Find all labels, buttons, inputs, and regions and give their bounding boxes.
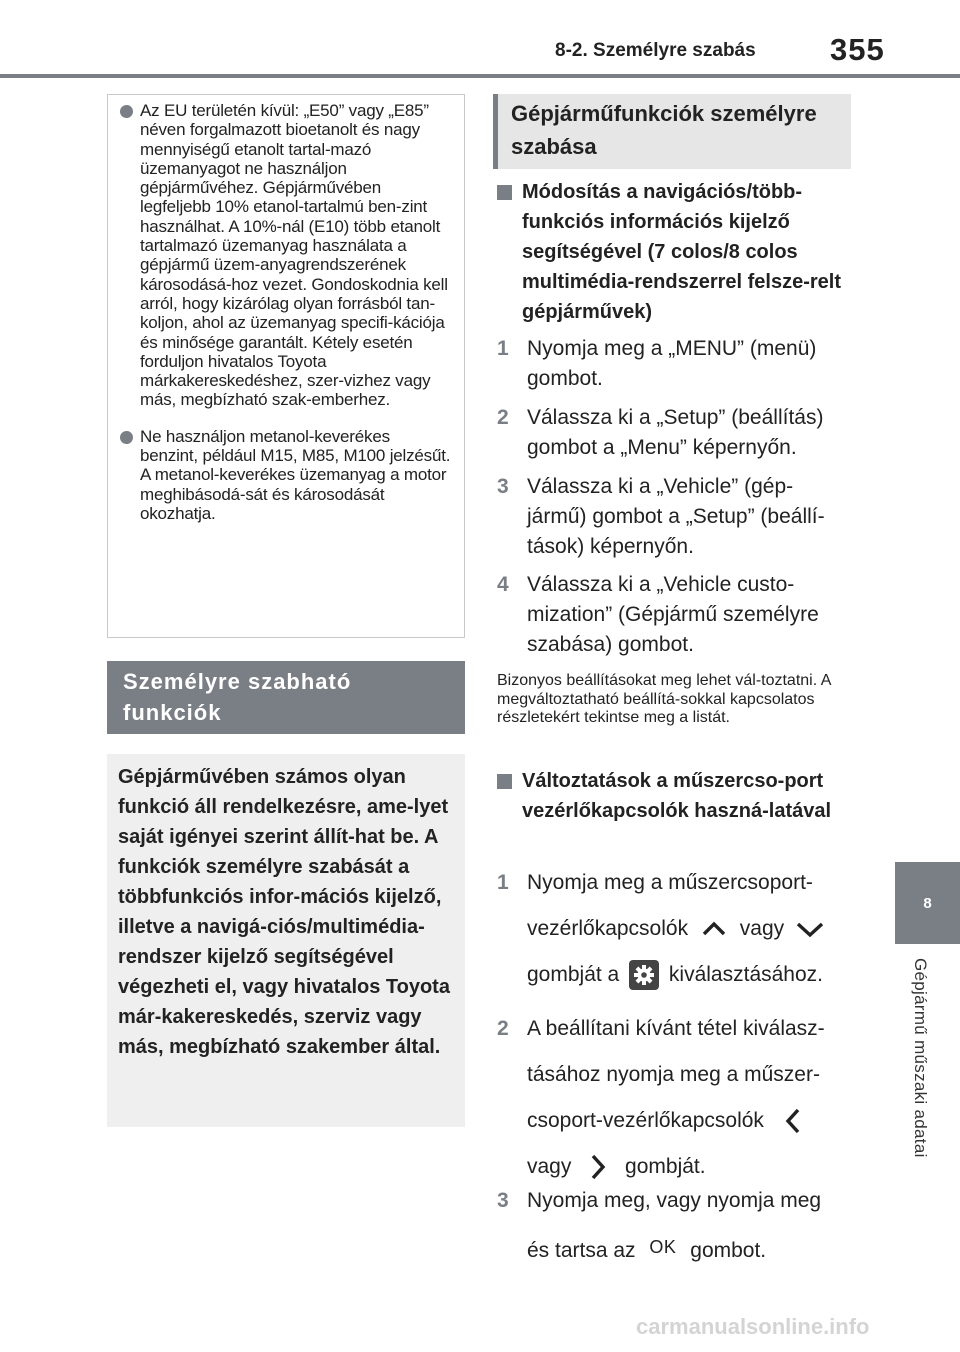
ok-button-glyph: OK bbox=[649, 1237, 677, 1257]
customizable-features-heading: Személyre szabható funkciók bbox=[107, 661, 465, 734]
subsection-heading-display: Módosítás a navigációs/több-funkciós információs kijelző segítségével (7 colos/8 colos multimédia-rendszerrel felsze-relt gépjárművek) bbox=[497, 177, 852, 327]
chevron-up-icon bbox=[694, 917, 734, 941]
chapter-tab[interactable] bbox=[895, 862, 960, 944]
chapter-title-vertical bbox=[900, 958, 940, 1218]
caution-item: Az EU területén kívül: „E50” vagy „E85” néven forgalmazott bioetanolt és nagy mennyiségű etanolt tartal-mazó üzemanyagot ne használjon gépjárművéhez. Gépjárművében legfeljebb 10% etanol-tartalmú ben-zint használhat. A 10%-nál (E10) több etanolt tartalmazó üzemanyag használata a gépjármű üzem-anyagrendszerének károsodásá-hoz vezet. Gondoskodnia kell arról, hogy kizárólag olyan forrásból tan-koljon, ahol az üzemanyag specifi-kációja és minősége garantált. Kétely esetén forduljon hivatalos Toyota márkakereskedéshez, szer-vizhez vagy más, megbízható szak-emberhez. bbox=[120, 101, 452, 410]
step-item: 1 Nyomja meg a műszercsoport- vezérlőkapcsolók vagy gombját a kiválasztásához. bbox=[497, 860, 852, 998]
chapter-number: 8 bbox=[923, 894, 932, 912]
bullet-dot-icon bbox=[120, 105, 133, 118]
chapter-title: Gépjármű műszaki adatai bbox=[911, 958, 930, 1158]
header-divider bbox=[0, 74, 960, 78]
vehicle-customization-heading: Gépjárműfunkciók személyre szabása bbox=[493, 94, 851, 169]
page-number: 355 bbox=[830, 32, 885, 67]
step-item: 3 Nyomja meg, vagy nyomja meg és tartsa az OK gombot. bbox=[497, 1178, 852, 1274]
gear-icon bbox=[629, 960, 659, 990]
chevron-down-icon bbox=[790, 917, 830, 941]
step-item: 2 A beállítani kívánt tétel kiválasz- tásához nyomja meg a műszer- csoport-vezérlőkapcsolók vagy gombját. bbox=[497, 1006, 852, 1190]
watermark: carmanualsonline.info bbox=[636, 1314, 870, 1339]
square-bullet-icon bbox=[497, 774, 512, 789]
section-title: 8-2. Személyre szabás bbox=[555, 40, 756, 61]
note-text: Bizonyos beállításokat meg lehet vál-toztatni. A megváltoztatható beállítá-sokkal kapcsolatos részletekért tekintse meg a listát. bbox=[497, 672, 831, 726]
step-item: 1 Nyomja meg a „MENU” (menü) gombot. bbox=[497, 337, 817, 390]
intro-text-box: Gépjárművében számos olyan funkció áll rendelkezésre, ame-lyet saját igényei szerint állít-hat be. A funkciók személyre szabását a többfunkciós infor-mációs kijelző, illetve a navigá-ciós/multimédia-rendszer kijelző segítségével végezheti el, vagy hivatalos Toyota már-kakereskedés, szerviz vagy más, megbízható szakember által. bbox=[107, 754, 465, 1127]
step-item: 2 Válassza ki a „Setup” (beállítás) gombot a „Menu” képernyőn. bbox=[497, 406, 824, 459]
caution-box bbox=[107, 94, 465, 638]
step-item: 4 Válassza ki a „Vehicle custo-mization” (Gépjármű személyre szabása) gombot. bbox=[497, 573, 819, 656]
subsection-heading-switches: Változtatások a műszercso-port vezérlőkapcsolók haszná-latával bbox=[497, 766, 852, 826]
square-bullet-icon bbox=[497, 185, 512, 200]
bullet-dot-icon bbox=[120, 431, 133, 444]
chevron-left-icon bbox=[778, 1106, 808, 1136]
caution-item: Ne használjon metanol-keverékes benzint, például M15, M85, M100 jelzésűt. A metanol-keverékes üzemanyag a motor meghibásodá-sát és károsodását okozhatja. bbox=[120, 427, 452, 523]
step-item: 3 Válassza ki a „Vehicle” (gép-jármű) gombot a „Setup” (beállí-tások) képernyőn. bbox=[497, 475, 825, 558]
